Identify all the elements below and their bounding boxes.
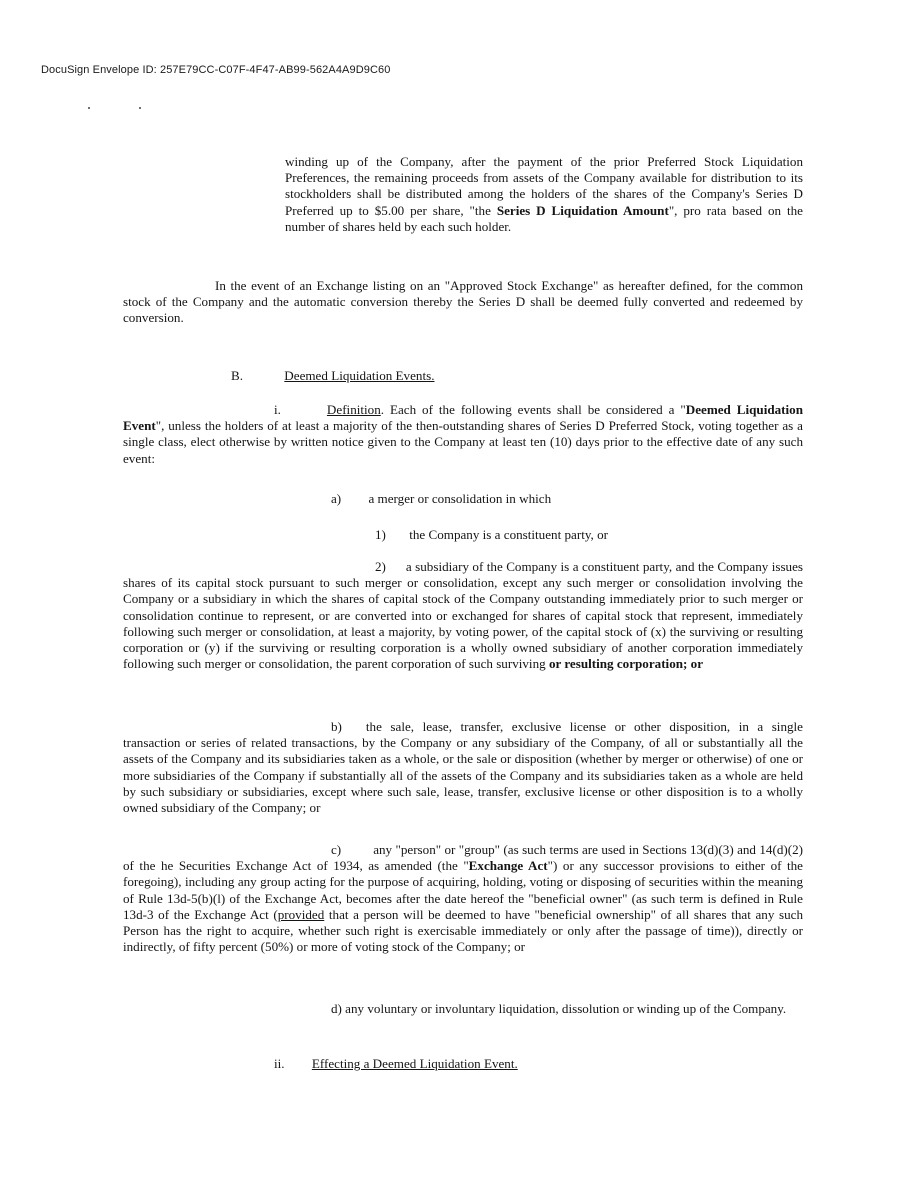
section-b-number: B. <box>231 368 244 383</box>
paragraph-item-d <box>123 999 803 1018</box>
item-a1-number: 1) <box>375 527 386 542</box>
item-a1-text: the Company is a constituent party, or <box>409 527 608 542</box>
item-d-text: d) any voluntary or involuntary liquidation, dissolution or winding up of the Company. <box>331 1001 787 1016</box>
paragraph-item-b: b) the sale, lease, transfer, exclusive license or other disposition, in a single transaction or series of related transactions, by the Company or any subsidiary of the Company, of all or substantially all the assets of the Company and its subsidiaries taken as a whole, or the sale or disposition (whether by merger or otherwise) of one or more subsidiaries of the Company if substantially all of the assets of the Company and its subsidiaries taken as a whole are held by such subsidiary or subsidiaries, except where such sale, lease, transfer, exclusive license or other disposition is to a wholly owned subsidiary of the Company; or <box>123 719 803 816</box>
paragraph-exchange-listing: In the event of an Exchange listing on an "Approved Stock Exchange" as hereafter defined, for the common stock of the Company and the automatic conversion thereby the Series D shall be deemed fully converted and redeemed by conversion. <box>123 278 803 326</box>
scan-speck <box>139 107 141 109</box>
item-a2-number: 2) <box>375 559 386 574</box>
defined-term: Series D Liquidation Amount <box>496 202 669 218</box>
item-ii-heading <box>274 1056 518 1072</box>
item-a1 <box>375 527 608 543</box>
section-b-title: Deemed Liquidation Events. <box>284 368 435 383</box>
item-b-number: b) <box>331 719 342 734</box>
paragraph-series-d-liquidation: winding up of the Company, after the payment of the prior Preferred Stock Liquidation Preferences, the remaining proceeds from assets of the Company available for distribution to its stockholders shall be distributed among the holders of the shares of the Company's Series D Preferred up to $5.00 per share, "the Series D Liquidation Amount", pro rata based on the number of shares held by each such holder. <box>285 154 803 234</box>
item-a <box>331 491 551 507</box>
paragraph-item-c: c) any "person" or "group" (as such terms are used in Sections 13(d)(3) and 14(d)(2) of the he Securities Exchange Act of 1934, as amended (the "Exchange Act") or any successor provisions to either of the foregoing), including any group acting for the purpose of acquiring, holding, voting or disposing of securities within the meaning of Rule 13d-5(b)(l) of the Exchange Act, becomes after the date hereof the "beneficial owner" (as such term is defined in Rule 13d-3 of the Exchange Act (provided that a person will be deemed to have "beneficial ownership" of all shares that any such Person has the right to acquire, whether such right is exercisable immediately or only after the passage of time)), directly or indirectly, of fifty percent (50%) or more of voting stock of the Company; or <box>123 842 803 955</box>
item-ii-number: ii. <box>274 1056 285 1071</box>
paragraph-definition: i. Definition. Each of the following events shall be considered a "Deemed Liquidation Event", unless the holders of at least a majority of the then-outstanding shares of Series D Preferred Stock, voting together as a single class, elect otherwise by written notice given to the Company at least ten (10) days prior to the effective date of any such event: <box>123 402 803 466</box>
provided-term: provided <box>277 906 325 922</box>
section-b-heading <box>231 368 434 384</box>
item-a-number: a) <box>331 491 342 506</box>
docusign-envelope-id: DocuSign Envelope ID: 257E79CC-C07F-4F47-AB99-562A4A9D9C60 <box>41 64 391 76</box>
item-i-number: i. <box>274 402 281 417</box>
scan-speck <box>88 107 90 109</box>
item-c-number: c) <box>331 842 342 857</box>
defined-term: Exchange Act <box>468 858 548 874</box>
item-ii-title: Effecting a Deemed Liquidation Event. <box>311 1056 518 1071</box>
defined-term: Deemed Liquidation Event <box>123 402 803 434</box>
definition-heading: Definition <box>326 402 381 417</box>
item-a-text: a merger or consolidation in which <box>368 491 552 506</box>
paragraph-item-a2: 2) a subsidiary of the Company is a constituent party, and the Company issues shares of its capital stock pursuant to such merger or consolidation, except any such merger or consolidation involving the Company or a subsidiary in which the shares of capital stock of the Company outstanding immediately prior to such merger or consolidation continue to represent, or are converted into or exchanged for shares of capital stock that represent, immediately following such merger or consolidation, at least a majority, by voting power, of the capital stock of (x) the surviving or resulting corporation or (y) if the surviving or resulting corporation is a wholly owned subsidiary of another corporation immediately following such merger or consolidation, the parent corporation of such surviving or resulting corporation; or <box>123 559 803 672</box>
